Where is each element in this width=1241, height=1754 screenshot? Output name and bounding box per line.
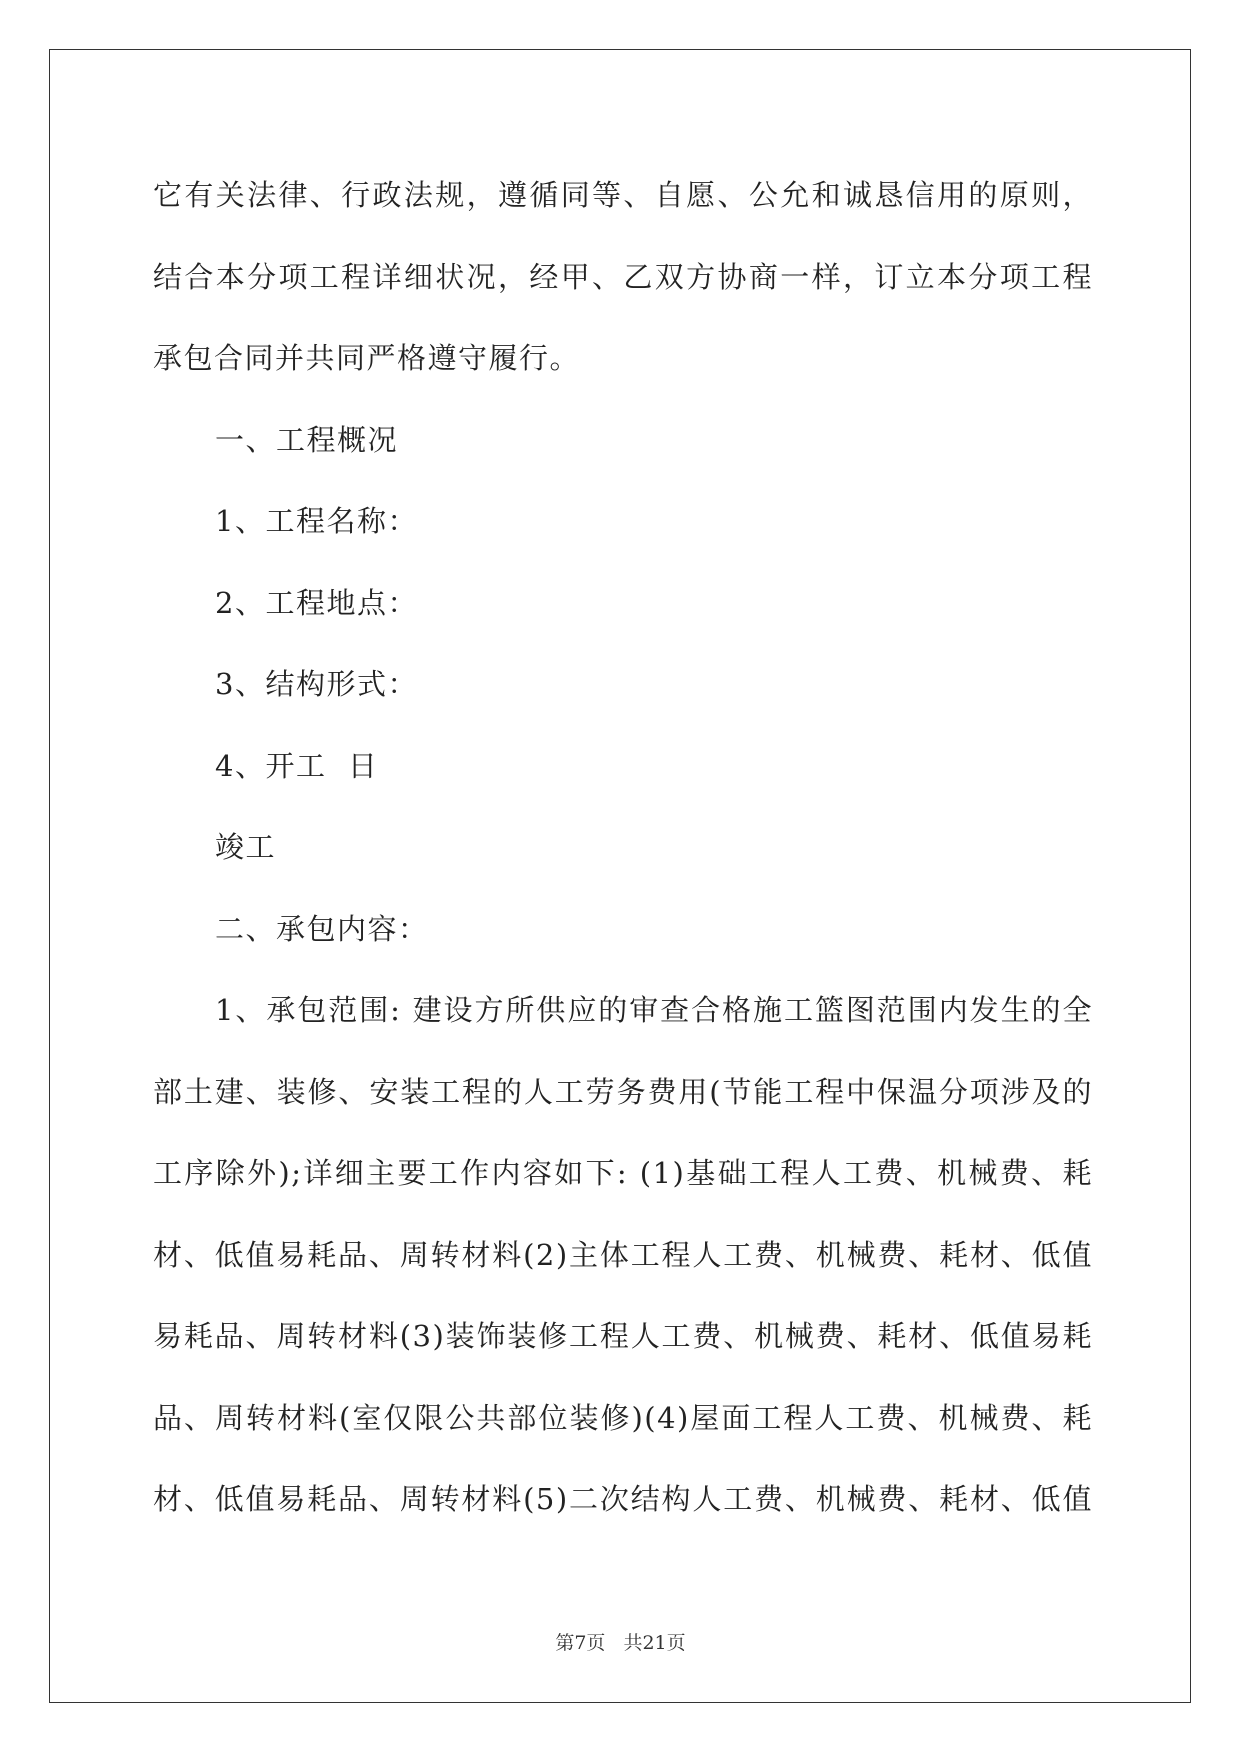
scope-line-6: 品、周转材料(室仅限公共部位装修)(4)屋面工程人工费、机械费、耗 xyxy=(153,1400,1093,1435)
intro-line-2: 结合本分项工程详细状况，经甲、乙双方协商一样，订立本分项工程 xyxy=(153,259,1093,294)
section-heading-contract-content: 二、承包内容： xyxy=(215,911,429,946)
scope-line-5: 易耗品、周转材料(3)装饰装修工程人工费、机械费、耗材、低值易耗 xyxy=(153,1319,1093,1353)
scope-line-2: 部土建、装修、安装工程的人工劳务费用(节能工程中保温分项涉及的 xyxy=(153,1074,1093,1109)
scope-line-1: 1、承包范围: 建设方所供应的审查合格施工篮图范围内发生的全 xyxy=(215,993,1093,1027)
section-heading-project-overview: 一、工程概况 xyxy=(215,422,399,457)
item-start-date: 4、开工 日 xyxy=(215,748,379,783)
scope-line-3: 工序除外);详细主要工作内容如下: (1)基础工程人工费、机械费、耗 xyxy=(153,1156,1093,1190)
page-footer xyxy=(0,1628,1241,1655)
document-body xyxy=(153,155,1093,1541)
page-number-current: 第7页 xyxy=(555,1632,606,1654)
intro-line-1: 它有关法律、行政法规，遵循同等、自愿、公允和诚恳信用的原则， xyxy=(153,178,1093,212)
item-project-name: 1、工程名称： xyxy=(215,504,418,538)
item-project-location: 2、工程地点： xyxy=(215,585,418,620)
scope-line-4: 材、低值易耗品、周转材料(2)主体工程人工费、机械费、耗材、低值 xyxy=(153,1237,1093,1272)
intro-line-3: 承包合同并共同严格遵守履行。 xyxy=(153,341,581,375)
scope-line-7: 材、低值易耗品、周转材料(5)二次结构人工费、机械费、耗材、低值 xyxy=(153,1482,1093,1516)
page-number-total: 共21页 xyxy=(623,1632,686,1654)
item-structure-type: 3、结构形式： xyxy=(215,667,418,701)
item-completion-date: 竣工 xyxy=(215,830,277,864)
